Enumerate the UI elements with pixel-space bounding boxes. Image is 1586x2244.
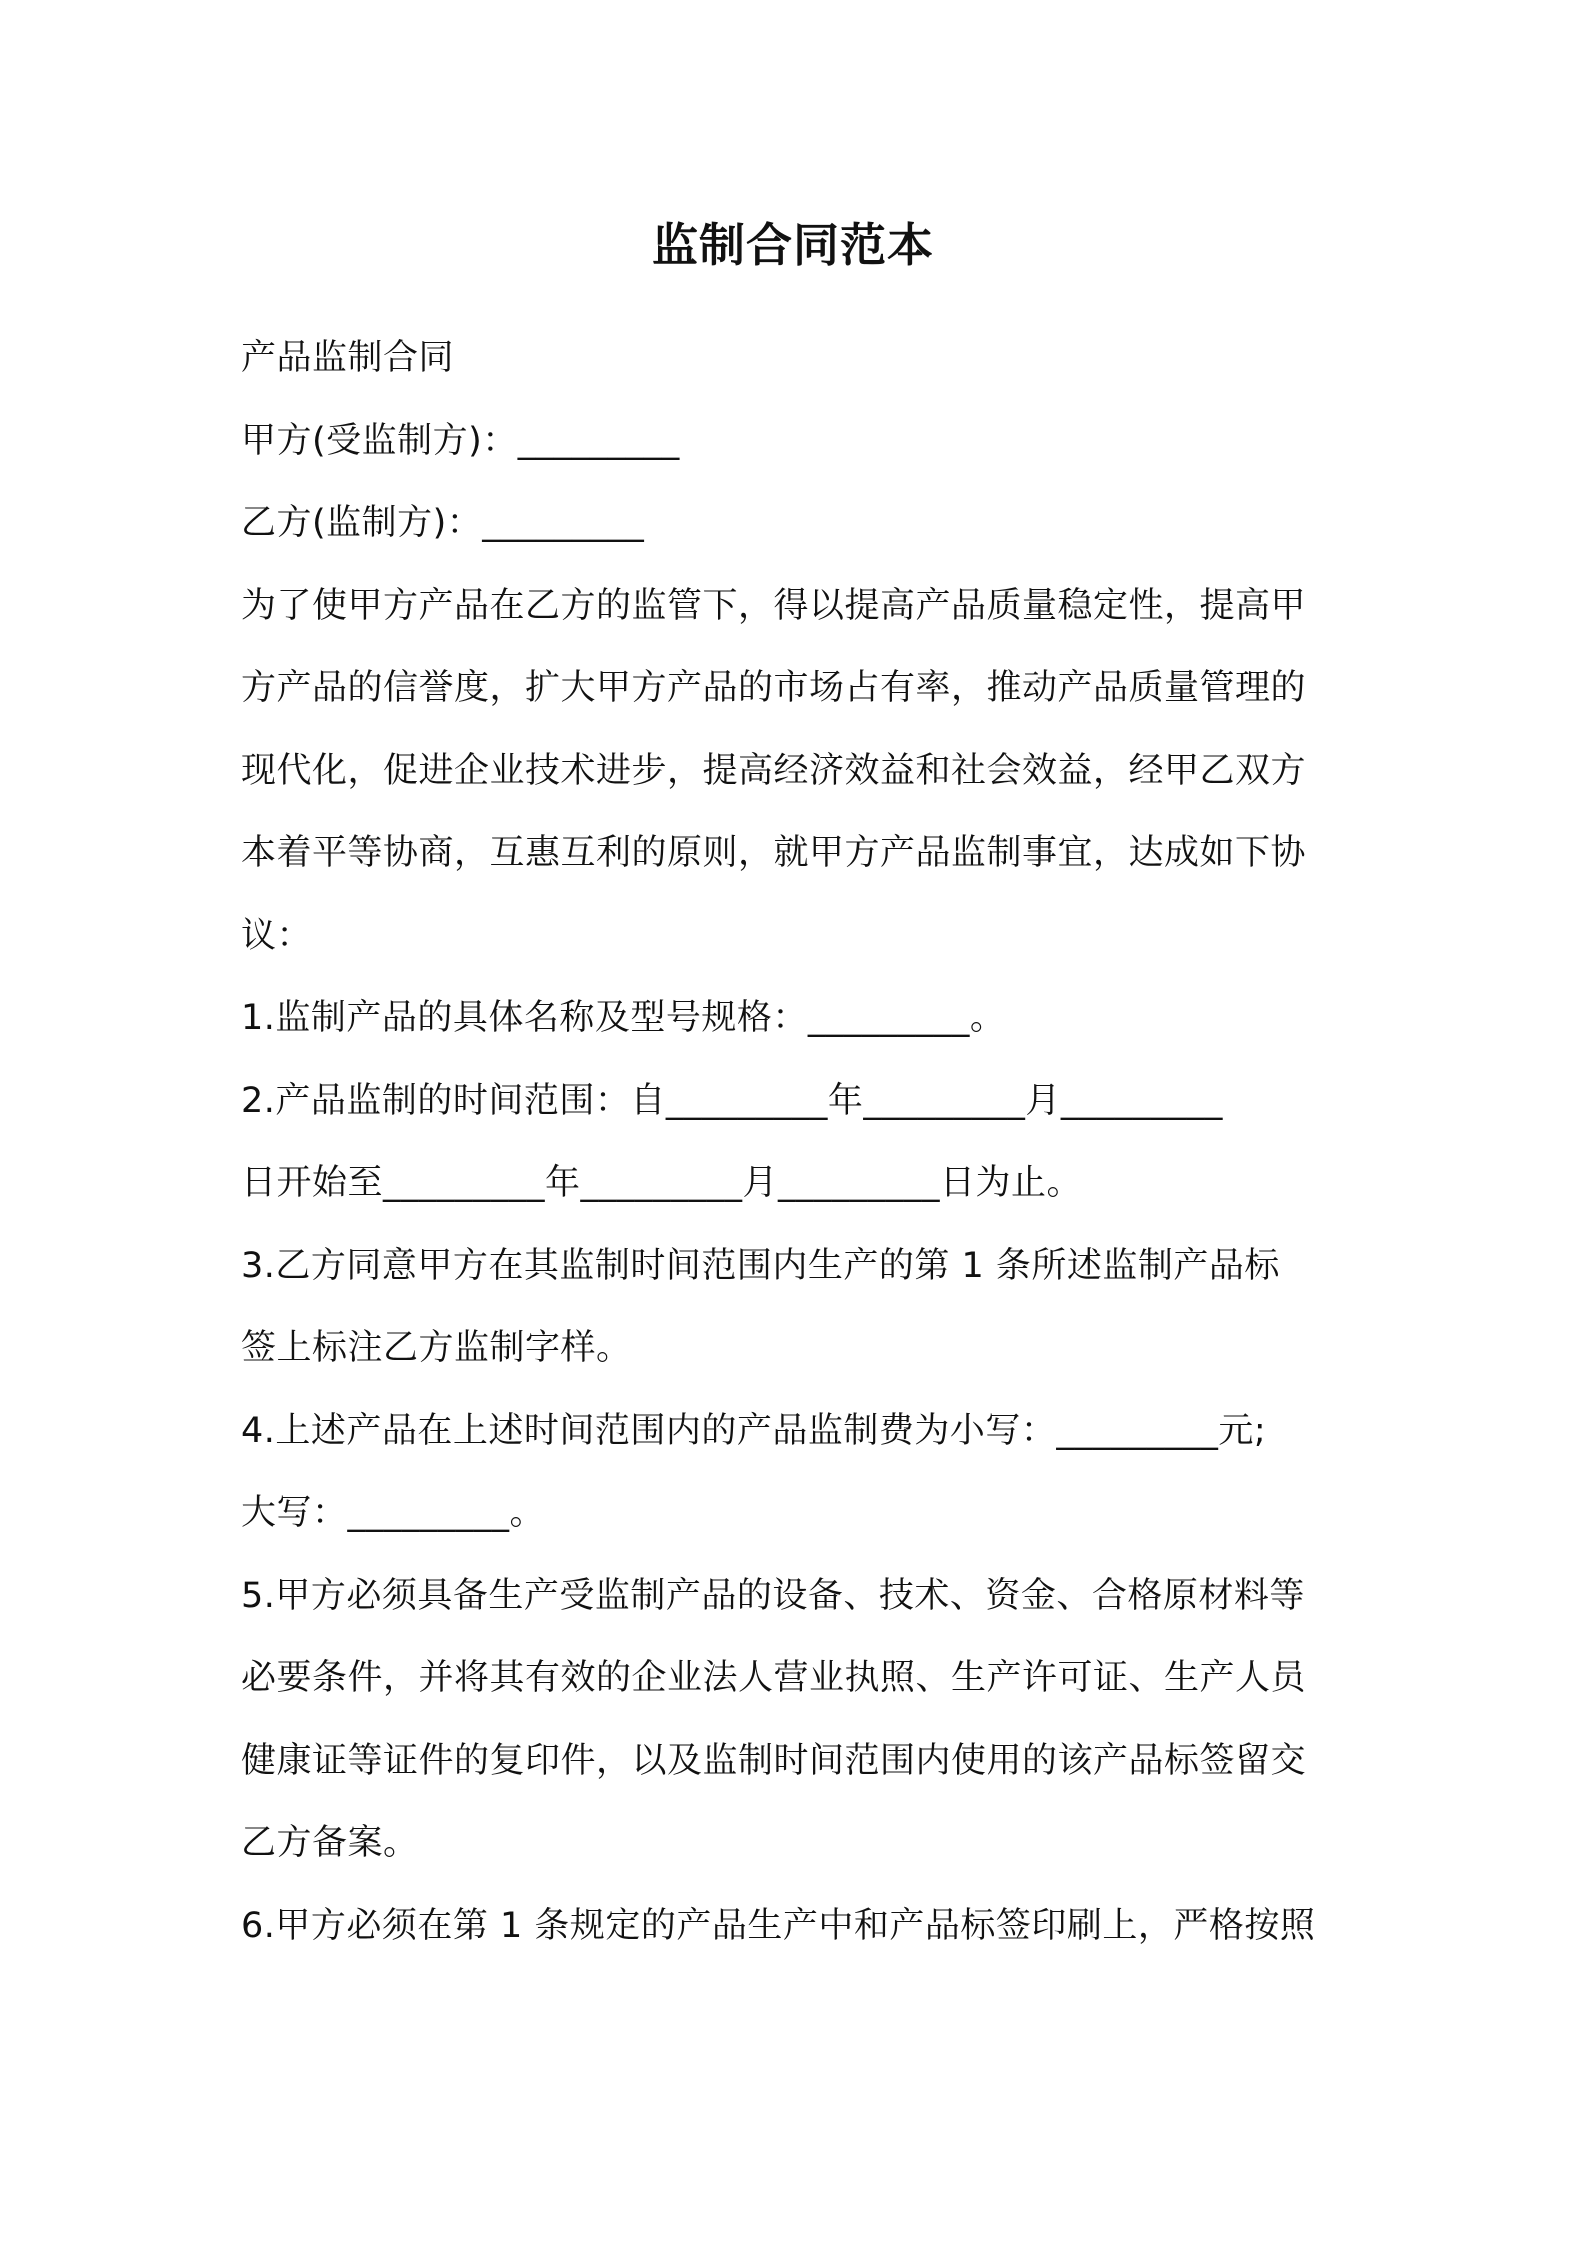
document-line: 3.乙方同意甲方在其监制时间范围内生产的第 1 条所述监制产品标 (241, 1245, 1280, 1286)
document-line: 4.上述产品在上述时间范围内的产品监制费为小写：_________元; (241, 1410, 1267, 1451)
document-line: 大写：_________。 (241, 1493, 546, 1533)
document-line: 现代化，促进企业技术进步，提高经济效益和社会效益，经甲乙双方 (241, 750, 1307, 791)
document-line: 乙方(监制方)：_________ (241, 503, 645, 543)
document-line: 5.甲方必须具备生产受监制产品的设备、技术、资金、合格原材料等 (241, 1575, 1305, 1616)
document-line: 议： (241, 915, 313, 956)
document-line: 为了使甲方产品在乙方的监管下，得以提高产品质量稳定性，提高甲 (241, 585, 1307, 626)
document-line: 乙方备案。 (241, 1823, 419, 1863)
document-line: 本着平等协商，互惠互利的原则，就甲方产品监制事宜，达成如下协 (241, 833, 1307, 873)
document-line: 日开始至_________年_________月_________日为止。 (241, 1163, 1083, 1203)
document-line: 产品监制合同 (241, 338, 455, 378)
document-line: 签上标注乙方监制字样。 (241, 1328, 632, 1368)
document-body (241, 317, 1361, 1967)
document-line: 必要条件，并将其有效的企业法人营业执照、生产许可证、生产人员 (241, 1658, 1307, 1698)
document-line: 方产品的信誉度，扩大甲方产品的市场占有率，推动产品质量管理的 (241, 668, 1307, 708)
document-line: 2.产品监制的时间范围：自_________年_________月_________ (241, 1080, 1223, 1121)
document-line: 健康证等证件的复印件，以及监制时间范围内使用的该产品标签留交 (241, 1740, 1307, 1781)
document-line: 甲方(受监制方)：_________ (241, 420, 680, 461)
document-line: 6.甲方必须在第 1 条规定的产品生产中和产品标签印刷上，严格按照 (241, 1905, 1316, 1946)
document-title: 监制合同范本 (652, 218, 934, 272)
document-line: 1.监制产品的具体名称及型号规格：_________。 (241, 998, 1006, 1038)
